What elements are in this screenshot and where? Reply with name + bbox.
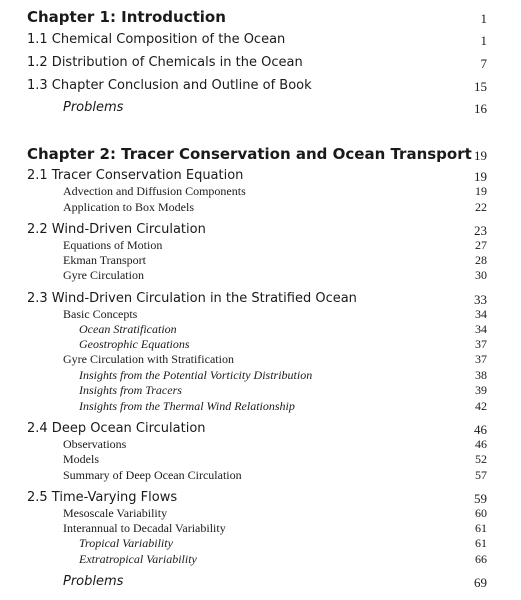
toc-entry-page-number: 46: [474, 422, 487, 437]
toc-entry-title: Gyre Circulation with Stratification: [63, 352, 234, 366]
toc-entry-subsection[interactable]: [0, 238, 521, 252]
toc-entry-page-number: 22: [475, 200, 487, 214]
toc-entry-subsubsection[interactable]: [0, 322, 521, 336]
toc-entry-page-number: 46: [475, 437, 487, 451]
toc-entry-page-number: 39: [475, 383, 487, 397]
toc-entry-section[interactable]: [0, 55, 521, 71]
toc-entry-subsection[interactable]: [0, 468, 521, 482]
toc-entry-page-number: 34: [475, 322, 487, 336]
toc-entry-page-number: 27: [475, 238, 487, 252]
toc-entry-title: Tropical Variability: [79, 536, 173, 550]
toc-entry-section[interactable]: [0, 222, 521, 238]
toc-entry-title: Chapter 2: Tracer Conservation and Ocean Transport: [27, 145, 472, 163]
toc-entry-page-number: 61: [475, 536, 487, 550]
toc-entry-page-number: 37: [475, 352, 487, 366]
toc-entry-title: Extratropical Variability: [79, 552, 197, 566]
toc-entry-title: Observations: [63, 437, 127, 451]
toc-entry-title: Models: [63, 452, 99, 466]
toc-entry-subsection[interactable]: [0, 268, 521, 282]
toc-entry-problems[interactable]: [0, 100, 521, 116]
toc-entry-page-number: 7: [480, 56, 487, 71]
toc-entry-title: Basic Concepts: [63, 307, 138, 321]
toc-entry-page-number: 28: [475, 253, 487, 267]
toc-entry-page-number: 33: [474, 292, 487, 307]
toc-entry-section[interactable]: [0, 490, 521, 506]
toc-entry-section[interactable]: [0, 78, 521, 94]
toc-entry-page-number: 66: [475, 552, 487, 566]
toc-entry-title: 2.4 Deep Ocean Circulation: [27, 421, 206, 436]
toc-entry-chapter[interactable]: [0, 145, 521, 163]
toc-entry-page-number: 37: [475, 337, 487, 351]
toc-entry-section[interactable]: [0, 32, 521, 48]
toc-entry-page-number: 1: [480, 11, 487, 26]
toc-entry-page-number: 57: [475, 468, 487, 482]
toc-entry-page-number: 23: [474, 223, 487, 238]
toc-entry-section[interactable]: [0, 168, 521, 184]
toc-entry-page-number: 19: [474, 169, 487, 184]
toc-entry-problems[interactable]: [0, 574, 521, 590]
toc-entry-subsection[interactable]: [0, 437, 521, 451]
toc-entry-title: Gyre Circulation: [63, 268, 144, 282]
toc-entry-title: 1.2 Distribution of Chemicals in the Ocean: [27, 55, 303, 70]
toc-entry-page-number: 52: [475, 452, 487, 466]
toc-entry-section[interactable]: [0, 291, 521, 307]
toc-entry-title: 1.3 Chapter Conclusion and Outline of Book: [27, 78, 312, 93]
toc-entry-title: Ocean Stratification: [79, 322, 177, 336]
toc-entry-page-number: 34: [475, 307, 487, 321]
toc-entry-page-number: 30: [475, 268, 487, 282]
toc-entry-title: Interannual to Decadal Variability: [63, 521, 226, 535]
toc-entry-title: Mesoscale Variability: [63, 506, 168, 520]
toc-entry-page-number: 42: [475, 399, 487, 413]
toc-entry-page-number: 19: [475, 184, 487, 198]
toc-entry-subsubsection[interactable]: [0, 536, 521, 550]
toc-entry-page-number: 59: [474, 491, 487, 506]
toc-entry-page-number: 61: [475, 521, 487, 535]
toc-entry-title: 2.2 Wind-Driven Circulation: [27, 222, 206, 237]
toc-entry-subsubsection[interactable]: [0, 368, 521, 382]
toc-entry-subsection[interactable]: [0, 253, 521, 267]
toc-entry-page-number: 16: [474, 101, 487, 116]
toc-entry-title: Equations of Motion: [63, 238, 163, 252]
toc-entry-title: Advection and Diffusion Components: [63, 184, 246, 198]
toc-entry-subsubsection[interactable]: [0, 337, 521, 351]
toc-entry-title: 2.3 Wind-Driven Circulation in the Stratified Ocean: [27, 291, 357, 306]
toc-entry-chapter[interactable]: [0, 8, 521, 26]
toc-entry-subsection[interactable]: [0, 452, 521, 466]
toc-entry-page-number: 38: [475, 368, 487, 382]
toc-entry-subsection[interactable]: [0, 521, 521, 535]
toc-entry-title: Application to Box Models: [63, 200, 194, 214]
toc-entry-title: Insights from Tracers: [79, 383, 182, 397]
toc-entry-page-number: 69: [474, 575, 487, 590]
toc-entry-subsection[interactable]: [0, 352, 521, 366]
toc-entry-title: Problems: [63, 100, 124, 115]
toc-entry-page-number: 19: [474, 148, 487, 163]
toc-entry-subsubsection[interactable]: [0, 383, 521, 397]
toc-entry-title: Insights from the Potential Vorticity Distribution: [79, 368, 313, 382]
toc-entry-subsubsection[interactable]: [0, 399, 521, 413]
toc-entry-title: Insights from the Thermal Wind Relationship: [79, 399, 295, 413]
toc-entry-title: Geostrophic Equations: [79, 337, 190, 351]
toc-entry-title: Summary of Deep Ocean Circulation: [63, 468, 242, 482]
toc-entry-page-number: 1: [480, 33, 487, 48]
toc-entry-title: 1.1 Chemical Composition of the Ocean: [27, 32, 286, 47]
toc-entry-title: 2.1 Tracer Conservation Equation: [27, 168, 244, 183]
toc-entry-subsection[interactable]: [0, 200, 521, 214]
toc-entry-title: Ekman Transport: [63, 253, 147, 267]
toc-entry-subsubsection[interactable]: [0, 552, 521, 566]
toc-entry-subsection[interactable]: [0, 307, 521, 321]
toc-entry-title: Problems: [63, 574, 124, 589]
toc-entry-title: 2.5 Time-Varying Flows: [27, 490, 178, 505]
toc-entry-section[interactable]: [0, 421, 521, 437]
toc-entry-subsection[interactable]: [0, 184, 521, 198]
toc-entry-title: Chapter 1: Introduction: [27, 8, 226, 26]
toc-entry-subsection[interactable]: [0, 506, 521, 520]
toc-entry-page-number: 15: [474, 79, 487, 94]
toc-entry-page-number: 60: [475, 506, 487, 520]
